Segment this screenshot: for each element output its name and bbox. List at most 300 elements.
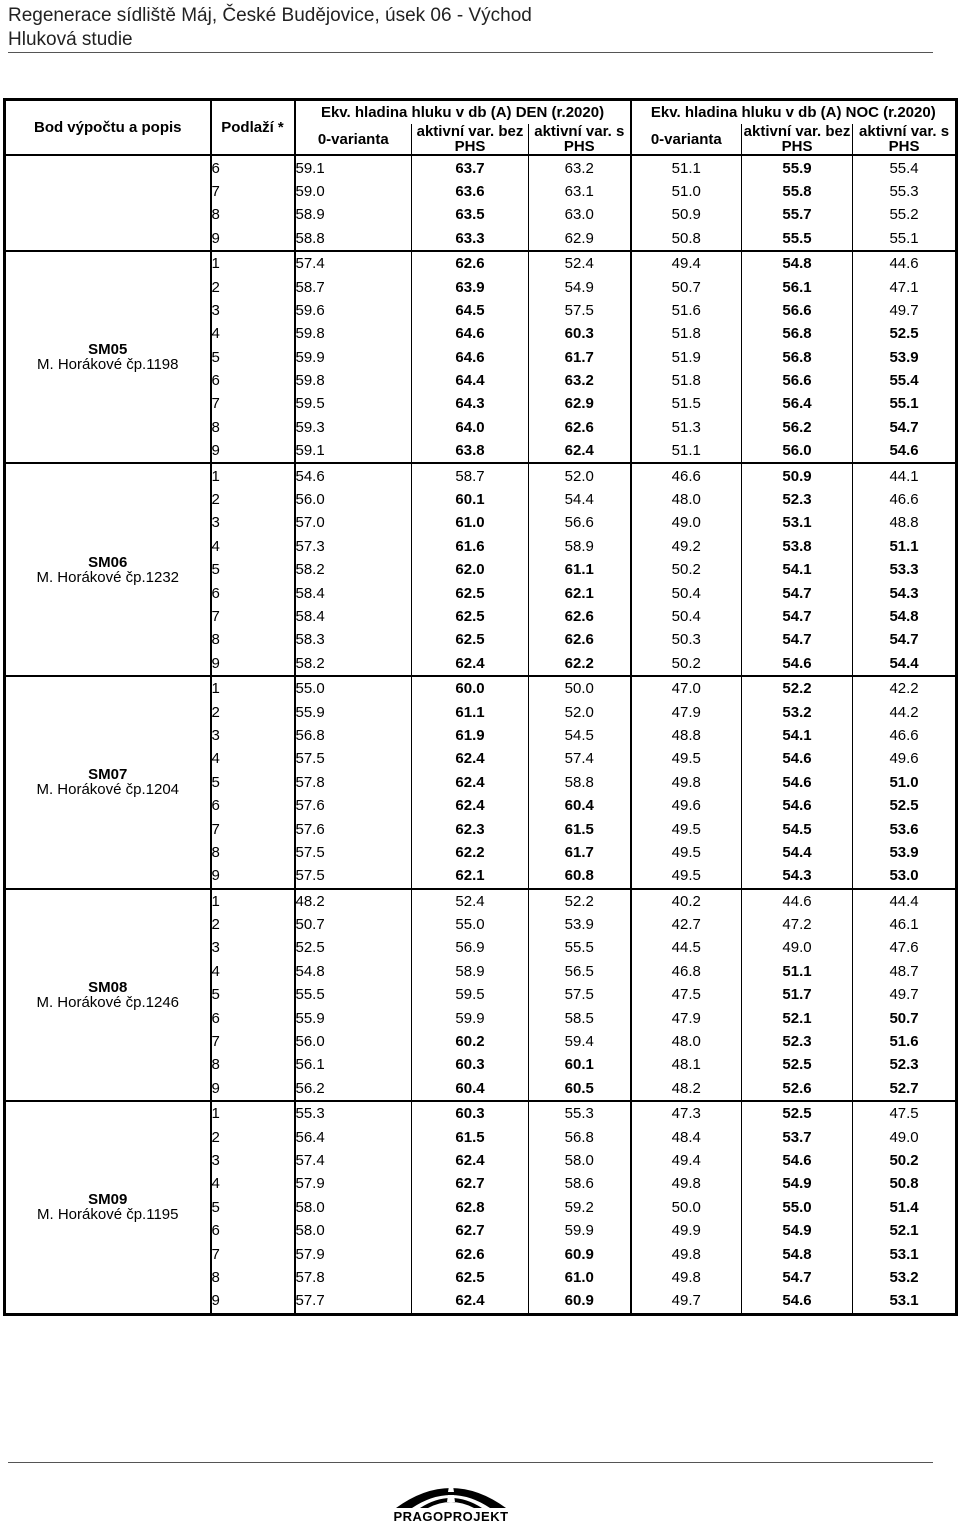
night-b-cell: 53.1: [889, 1245, 919, 1263]
night-b-cell: 51.1: [889, 537, 919, 555]
day-v0-cell: 57.6: [295, 817, 412, 840]
floor-cell: 4: [211, 960, 295, 983]
night-a-cell: 51.1: [742, 960, 853, 983]
point-code: SM08: [88, 978, 128, 996]
day-b-cell: 58.9: [529, 535, 631, 558]
night-v0-cell: 51.8: [631, 369, 742, 392]
night-v0-cell: 49.5: [631, 817, 742, 840]
night-v0-cell: 49.8: [631, 1242, 742, 1265]
point-cell: [5, 1101, 211, 1314]
night-a-cell: 53.2: [742, 700, 853, 723]
night-a-cell: 53.7: [742, 1125, 853, 1148]
floor-cell: 6: [211, 1219, 295, 1242]
night-b-cell: 55.1: [853, 227, 957, 251]
day-v0-cell: 59.6: [295, 299, 412, 322]
night-a-cell: 54.7: [742, 628, 853, 651]
day-b-cell: 61.0: [529, 1266, 631, 1289]
floor-cell: 6: [211, 369, 295, 392]
floor-cell: 2: [211, 700, 295, 723]
night-a-cell: 54.9: [742, 1172, 853, 1195]
day-a-cell: 62.0: [412, 558, 529, 581]
night-v0-cell: 47.3: [631, 1101, 742, 1125]
day-a-cell: 64.6: [412, 346, 529, 369]
night-v0-cell: 49.5: [631, 841, 742, 864]
day-v0-cell: 57.5: [295, 864, 412, 888]
night-a-cell: 55.0: [742, 1196, 853, 1219]
day-v0-cell: 56.0: [295, 1030, 412, 1053]
night-a-cell: 54.6: [742, 747, 853, 770]
night-a-cell: 54.9: [742, 1219, 853, 1242]
night-a-cell: 52.3: [742, 1030, 853, 1053]
night-a-cell: 56.4: [742, 392, 853, 415]
night-b-cell: 52.5: [889, 797, 919, 815]
day-a-cell: 64.5: [412, 299, 529, 322]
night-b-cell: 50.2: [889, 1151, 919, 1169]
day-a-cell: 59.5: [412, 983, 529, 1006]
night-a-cell: 56.8: [742, 322, 853, 345]
night-a-cell: 55.9: [742, 155, 853, 179]
day-a-cell: 62.5: [412, 1266, 529, 1289]
day-a-cell: 60.3: [412, 1101, 529, 1125]
night-v0-cell: 49.8: [631, 1266, 742, 1289]
day-a-cell: 64.3: [412, 392, 529, 415]
night-a-cell: 55.8: [742, 180, 853, 203]
floor-cell: 3: [211, 299, 295, 322]
day-v0-cell: 59.8: [295, 322, 412, 345]
day-a-cell: 61.5: [412, 1125, 529, 1148]
day-v0-cell: 56.8: [295, 724, 412, 747]
night-b-cell: 44.6: [889, 255, 919, 273]
night-b-cell: 48.7: [889, 962, 919, 980]
night-a-cell: 52.6: [742, 1077, 853, 1101]
floor-cell: 2: [211, 1125, 295, 1148]
day-a-cell: 62.7: [412, 1219, 529, 1242]
document-header: [8, 4, 532, 52]
night-v0-cell: 50.8: [631, 227, 742, 251]
night-b-cell: 49.0: [889, 1128, 919, 1146]
day-a-cell: 55.0: [412, 913, 529, 936]
col-header-night-b: aktivní var. s PHS: [859, 123, 950, 156]
day-v0-cell: 58.2: [295, 558, 412, 581]
day-b-cell: 59.4: [529, 1030, 631, 1053]
floor-cell: 1: [211, 251, 295, 275]
floor-cell: 3: [211, 511, 295, 534]
day-a-cell: 63.8: [412, 439, 529, 463]
point-description: M. Horákové čp.1232: [36, 568, 180, 586]
floor-cell: 2: [211, 488, 295, 511]
point-description: M. Horákové čp.1246: [36, 993, 180, 1011]
day-b-cell: 62.6: [529, 416, 631, 439]
night-b-cell: 48.8: [889, 514, 919, 532]
night-v0-cell: 51.0: [631, 180, 742, 203]
floor-cell: 7: [211, 605, 295, 628]
night-a-cell: 54.1: [742, 558, 853, 581]
day-b-cell: 62.6: [529, 605, 631, 628]
table-row: [5, 251, 957, 275]
floor-cell: 2: [211, 275, 295, 298]
floor-cell: 4: [211, 322, 295, 345]
day-b-cell: 59.9: [529, 1219, 631, 1242]
day-a-cell: 62.4: [412, 652, 529, 676]
night-b-cell: 51.0: [889, 773, 919, 791]
night-b-cell: 53.3: [889, 561, 919, 579]
point-code: SM07: [88, 766, 128, 784]
night-b-cell: 53.9: [889, 348, 919, 366]
day-v0-cell: 55.5: [295, 983, 412, 1006]
day-a-cell: 62.4: [412, 747, 529, 770]
day-a-cell: 63.7: [412, 155, 529, 179]
day-b-cell: 61.1: [529, 558, 631, 581]
night-v0-cell: 49.5: [631, 747, 742, 770]
night-a-cell: 56.1: [742, 275, 853, 298]
day-b-cell: 54.9: [529, 275, 631, 298]
night-a-cell: 56.6: [742, 369, 853, 392]
day-a-cell: 58.7: [412, 463, 529, 487]
footer-divider: [8, 1462, 933, 1463]
noise-level-table: [3, 98, 958, 1316]
day-v0-cell: 59.3: [295, 416, 412, 439]
night-a-cell: 53.1: [742, 511, 853, 534]
floor-cell: 7: [211, 817, 295, 840]
day-b-cell: 52.0: [529, 463, 631, 487]
night-a-cell: 52.3: [742, 488, 853, 511]
day-v0-cell: 57.5: [295, 747, 412, 770]
day-b-cell: 62.9: [529, 392, 631, 415]
night-a-cell: 44.6: [742, 889, 853, 913]
day-v0-cell: 50.7: [295, 913, 412, 936]
day-v0-cell: 57.8: [295, 771, 412, 794]
night-b-cell: 49.7: [889, 986, 919, 1004]
logo-text: PRAGOPROJEKT: [393, 1509, 509, 1524]
day-v0-cell: 59.9: [295, 346, 412, 369]
night-v0-cell: 50.9: [631, 203, 742, 226]
floor-cell: 7: [211, 180, 295, 203]
day-b-cell: 60.3: [529, 322, 631, 345]
day-a-cell: 62.6: [412, 251, 529, 275]
document-subtitle: Hluková studie: [8, 29, 133, 50]
night-v0-cell: 51.5: [631, 392, 742, 415]
night-v0-cell: 50.4: [631, 581, 742, 604]
night-v0-cell: 47.9: [631, 700, 742, 723]
night-b-cell: 44.4: [889, 892, 919, 910]
day-v0-cell: 57.5: [295, 841, 412, 864]
night-v0-cell: 48.8: [631, 724, 742, 747]
night-a-cell: 55.5: [742, 227, 853, 251]
day-b-cell: 57.5: [529, 983, 631, 1006]
day-a-cell: 62.4: [412, 771, 529, 794]
day-v0-cell: 57.4: [295, 251, 412, 275]
night-a-cell: 49.0: [742, 936, 853, 959]
night-v0-cell: 49.2: [631, 535, 742, 558]
day-a-cell: 63.5: [412, 203, 529, 226]
day-v0-cell: 58.2: [295, 652, 412, 676]
day-b-cell: 56.5: [529, 960, 631, 983]
day-a-cell: 64.4: [412, 369, 529, 392]
night-a-cell: 54.1: [742, 724, 853, 747]
night-a-cell: 54.7: [742, 581, 853, 604]
col-header-day-v0: 0-varianta: [295, 124, 412, 155]
point-cell: [5, 889, 211, 1102]
day-v0-cell: 59.1: [295, 439, 412, 463]
day-v0-cell: 56.2: [295, 1077, 412, 1101]
table-row: [5, 463, 957, 487]
night-a-cell: 52.2: [742, 676, 853, 700]
floor-cell: 5: [211, 983, 295, 1006]
floor-cell: 6: [211, 1006, 295, 1029]
floor-cell: 9: [211, 864, 295, 888]
day-a-cell: 61.1: [412, 700, 529, 723]
night-v0-cell: 50.7: [631, 275, 742, 298]
day-v0-cell: 57.9: [295, 1242, 412, 1265]
floor-cell: 7: [211, 1242, 295, 1265]
point-cell: [5, 251, 211, 464]
night-b-cell: 53.1: [853, 1289, 957, 1314]
night-b-cell: 47.1: [889, 278, 919, 296]
night-a-cell: 52.5: [742, 1053, 853, 1076]
night-v0-cell: 51.1: [631, 155, 742, 179]
floor-cell: 9: [211, 1077, 295, 1101]
day-v0-cell: 58.0: [295, 1196, 412, 1219]
night-v0-cell: 49.0: [631, 511, 742, 534]
day-v0-cell: 58.8: [295, 227, 412, 251]
day-b-cell: 60.9: [529, 1242, 631, 1265]
day-v0-cell: 57.0: [295, 511, 412, 534]
night-a-cell: 54.6: [742, 1289, 853, 1314]
header-divider: [8, 52, 933, 53]
day-v0-cell: 56.0: [295, 488, 412, 511]
table-body: [5, 155, 957, 1314]
floor-cell: 4: [211, 1172, 295, 1195]
night-v0-cell: 48.1: [631, 1053, 742, 1076]
night-v0-cell: 46.6: [631, 463, 742, 487]
table-row: [5, 676, 957, 700]
day-a-cell: 62.8: [412, 1196, 529, 1219]
day-b-cell: 58.6: [529, 1172, 631, 1195]
day-v0-cell: 55.3: [295, 1101, 412, 1125]
floor-cell: 8: [211, 1053, 295, 1076]
point-description: M. Horákové čp.1204: [36, 781, 180, 799]
floor-cell: 3: [211, 724, 295, 747]
day-a-cell: 62.6: [412, 1242, 529, 1265]
floor-cell: 8: [211, 416, 295, 439]
night-a-cell: 54.6: [742, 1149, 853, 1172]
night-b-cell: 49.6: [889, 750, 919, 768]
day-v0-cell: 48.2: [295, 889, 412, 913]
day-a-cell: 63.6: [412, 180, 529, 203]
day-a-cell: 62.2: [412, 841, 529, 864]
night-v0-cell: 50.3: [631, 628, 742, 651]
night-v0-cell: 51.8: [631, 322, 742, 345]
day-v0-cell: 54.8: [295, 960, 412, 983]
night-b-cell: 46.6: [889, 726, 919, 744]
night-v0-cell: 48.0: [631, 1030, 742, 1053]
night-v0-cell: 48.2: [631, 1077, 742, 1101]
day-v0-cell: 57.4: [295, 1149, 412, 1172]
night-b-cell: 50.7: [889, 1009, 919, 1027]
day-a-cell: 62.3: [412, 817, 529, 840]
night-b-cell: 52.3: [889, 1056, 919, 1074]
night-v0-cell: 50.2: [631, 652, 742, 676]
night-b-cell: 51.6: [889, 1033, 919, 1051]
floor-cell: 1: [211, 463, 295, 487]
floor-cell: 7: [211, 1030, 295, 1053]
floor-cell: 2: [211, 913, 295, 936]
day-b-cell: 59.2: [529, 1196, 631, 1219]
day-b-cell: 62.6: [529, 628, 631, 651]
day-b-cell: 57.4: [529, 747, 631, 770]
floor-cell: 1: [211, 1101, 295, 1125]
day-a-cell: 63.9: [412, 275, 529, 298]
night-v0-cell: 47.5: [631, 983, 742, 1006]
night-v0-cell: 48.4: [631, 1125, 742, 1148]
night-v0-cell: 48.0: [631, 488, 742, 511]
day-b-cell: 61.7: [529, 841, 631, 864]
point-cell: [5, 676, 211, 889]
night-a-cell: 54.8: [742, 1242, 853, 1265]
floor-cell: 3: [211, 936, 295, 959]
day-b-cell: 63.2: [529, 369, 631, 392]
night-b-cell: 53.6: [889, 820, 919, 838]
day-v0-cell: 55.9: [295, 1006, 412, 1029]
day-b-cell: 53.9: [529, 913, 631, 936]
day-a-cell: 62.4: [412, 1149, 529, 1172]
day-a-cell: 62.5: [412, 605, 529, 628]
day-a-cell: 62.5: [412, 628, 529, 651]
col-header-day-group: Ekv. hladina hluku v db (A) DEN (r.2020): [295, 100, 631, 125]
night-b-cell: 53.2: [889, 1268, 919, 1286]
night-v0-cell: 50.0: [631, 1196, 742, 1219]
day-b-cell: 60.8: [529, 864, 631, 888]
night-a-cell: 56.0: [742, 439, 853, 463]
floor-cell: 1: [211, 676, 295, 700]
day-a-cell: 60.3: [412, 1053, 529, 1076]
day-v0-cell: 58.3: [295, 628, 412, 651]
day-v0-cell: 59.8: [295, 369, 412, 392]
day-b-cell: 52.4: [529, 251, 631, 275]
floor-cell: 6: [211, 155, 295, 179]
table-row: [5, 1101, 957, 1125]
day-b-cell: 62.1: [529, 581, 631, 604]
day-b-cell: 56.6: [529, 511, 631, 534]
day-a-cell: 56.9: [412, 936, 529, 959]
day-b-cell: 60.1: [529, 1053, 631, 1076]
table-row: [5, 155, 957, 179]
night-b-cell: 52.1: [889, 1222, 919, 1240]
night-b-cell: 54.7: [889, 418, 919, 436]
night-a-cell: 56.8: [742, 346, 853, 369]
day-a-cell: 60.0: [412, 676, 529, 700]
col-header-point: Bod výpočtu a popis: [5, 100, 211, 156]
floor-cell: 6: [211, 794, 295, 817]
floor-cell: 9: [211, 439, 295, 463]
floor-cell: 8: [211, 1266, 295, 1289]
floor-cell: 6: [211, 581, 295, 604]
day-b-cell: 61.7: [529, 346, 631, 369]
floor-cell: 4: [211, 535, 295, 558]
night-v0-cell: 46.8: [631, 960, 742, 983]
night-v0-cell: 49.7: [631, 1289, 742, 1314]
floor-cell: 1: [211, 889, 295, 913]
floor-cell: 7: [211, 392, 295, 415]
floor-cell: 3: [211, 1149, 295, 1172]
night-v0-cell: 49.8: [631, 771, 742, 794]
day-v0-cell: 57.3: [295, 535, 412, 558]
table-row: [5, 889, 957, 913]
night-b-cell: 55.4: [889, 372, 919, 390]
day-b-cell: 62.9: [529, 227, 631, 251]
night-b-cell: 55.4: [889, 159, 919, 177]
day-v0-cell: 55.0: [295, 676, 412, 700]
night-b-cell: 55.1: [889, 395, 919, 413]
night-b-cell: 54.7: [889, 631, 919, 649]
day-v0-cell: 52.5: [295, 936, 412, 959]
day-v0-cell: 57.7: [295, 1289, 412, 1314]
day-b-cell: 56.8: [529, 1125, 631, 1148]
day-b-cell: 58.8: [529, 771, 631, 794]
point-code: SM06: [88, 553, 128, 571]
point-cell: [5, 463, 211, 676]
night-b-cell: 46.6: [889, 491, 919, 509]
night-a-cell: 52.5: [742, 1101, 853, 1125]
night-a-cell: 55.7: [742, 203, 853, 226]
col-header-night-v0: 0-varianta: [631, 124, 742, 155]
night-v0-cell: 51.6: [631, 299, 742, 322]
night-a-cell: 56.2: [742, 416, 853, 439]
night-v0-cell: 47.9: [631, 1006, 742, 1029]
night-v0-cell: 51.9: [631, 346, 742, 369]
day-b-cell: 52.2: [529, 889, 631, 913]
day-a-cell: 61.9: [412, 724, 529, 747]
day-a-cell: 62.4: [412, 1289, 529, 1314]
point-description: M. Horákové čp.1195: [37, 1206, 179, 1224]
day-v0-cell: 58.0: [295, 1219, 412, 1242]
night-b-cell: 51.4: [889, 1198, 919, 1216]
day-v0-cell: 54.6: [295, 463, 412, 487]
floor-cell: 9: [211, 652, 295, 676]
night-a-cell: 54.3: [742, 864, 853, 888]
night-v0-cell: 51.1: [631, 439, 742, 463]
day-b-cell: 62.4: [529, 439, 631, 463]
day-v0-cell: 57.8: [295, 1266, 412, 1289]
day-b-cell: 61.5: [529, 817, 631, 840]
day-b-cell: 55.5: [529, 936, 631, 959]
night-v0-cell: 49.4: [631, 251, 742, 275]
col-header-night-a: aktivní var. bez PHS: [742, 124, 853, 155]
day-v0-cell: 58.7: [295, 275, 412, 298]
day-b-cell: 63.0: [529, 203, 631, 226]
night-a-cell: 53.8: [742, 535, 853, 558]
night-b-cell: 49.7: [889, 301, 919, 319]
pragoprojekt-logo: [376, 1478, 526, 1524]
day-v0-cell: 57.6: [295, 794, 412, 817]
floor-cell: 5: [211, 346, 295, 369]
night-v0-cell: 40.2: [631, 889, 742, 913]
day-a-cell: 58.9: [412, 960, 529, 983]
day-v0-cell: 57.9: [295, 1172, 412, 1195]
floor-cell: 5: [211, 558, 295, 581]
night-a-cell: 52.1: [742, 1006, 853, 1029]
day-b-cell: 63.1: [529, 180, 631, 203]
night-v0-cell: 44.5: [631, 936, 742, 959]
floor-cell: 4: [211, 747, 295, 770]
day-b-cell: 50.0: [529, 676, 631, 700]
night-b-cell: 47.5: [889, 1105, 919, 1123]
day-a-cell: 64.0: [412, 416, 529, 439]
document-title: Regenerace sídliště Máj, České Budějovice, úsek 06 - Východ: [8, 5, 532, 26]
day-a-cell: 62.4: [412, 794, 529, 817]
night-b-cell: 54.6: [853, 439, 957, 463]
day-b-cell: 54.5: [529, 724, 631, 747]
